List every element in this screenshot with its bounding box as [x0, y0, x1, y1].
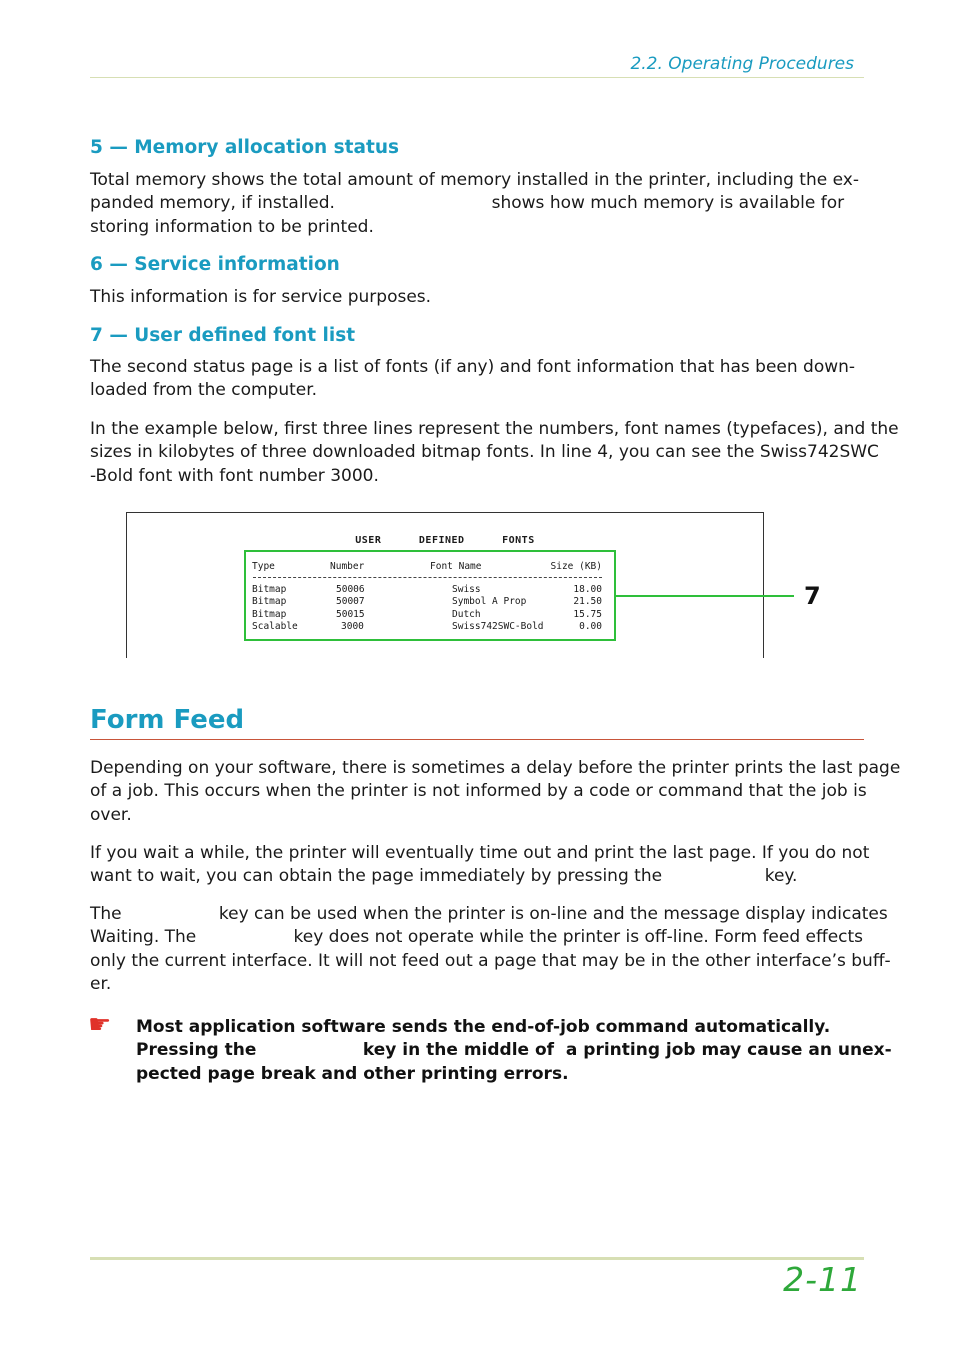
cell-name: Dutch	[452, 609, 481, 620]
formfeed-paragraph-3	[90, 903, 891, 996]
page-number: 2-11	[783, 1260, 862, 1299]
cell-type: Bitmap	[252, 584, 287, 595]
cell-number: 50007	[336, 596, 365, 607]
callout-number: 7	[804, 582, 821, 610]
formfeed-line: Depending on your software, there is sometimes a delay before the printer prints the last page	[90, 758, 901, 778]
font-list-header-row	[246, 561, 614, 573]
cell-size: 0.00	[579, 621, 602, 632]
font-list-table	[244, 550, 616, 641]
header-rule	[90, 77, 864, 78]
formfeed-line: Waiting. The key does not operate while the printer is off-line. Form feed effects	[90, 927, 864, 948]
font-list-title: USER DEFINED FONTS	[355, 535, 535, 546]
cell-number: 50006	[336, 584, 365, 595]
userfonts-line: The second status page is a list of fonts (if any) and font information that has been down-	[90, 357, 856, 377]
formfeed-line: only the current interface. It will not feed out a page that may be in the other interface’s buff-	[90, 950, 891, 971]
cell-size: 18.00	[573, 584, 602, 595]
note-line: pected page break and other printing errors.	[136, 1063, 569, 1084]
table-row	[246, 621, 614, 633]
formfeed-line: er.	[90, 973, 112, 994]
formfeed-paragraph-2	[90, 842, 870, 889]
footer-rule	[90, 1257, 864, 1260]
pointing-hand-icon: ☛	[88, 1010, 112, 1040]
userfonts-paragraph-1	[90, 356, 864, 403]
userfonts-line: sizes in kilobytes of three downloaded bitmap fonts. In line 4, you can see the Swiss742SWC	[90, 442, 879, 463]
formfeed-line: over.	[90, 804, 132, 825]
userfonts-paragraph-2	[90, 418, 899, 488]
callout-leader-line	[616, 595, 794, 597]
cell-type: Bitmap	[252, 609, 287, 620]
section-rule	[90, 739, 864, 740]
section-title: Form Feed	[90, 705, 245, 735]
formfeed-line: If you wait a while, the printer will eventually time out and print the last page. If you do not	[90, 843, 870, 863]
formfeed-line: of a job. This occurs when the printer is not informed by a code or command that the job is	[90, 781, 867, 802]
cell-name: Swiss742SWC-Bold	[452, 621, 544, 632]
service-paragraph	[90, 286, 864, 309]
running-header: 2.2. Operating Procedures	[630, 54, 854, 74]
note-line: Most application software sends the end-of-job command automatically.	[136, 1017, 831, 1037]
note-line: Pressing the key in the middle of a printing job may cause an unex-	[136, 1040, 892, 1061]
table-row	[246, 584, 614, 596]
memory-line: storing information to be printed.	[90, 216, 374, 237]
table-row	[246, 596, 614, 608]
cell-type: Bitmap	[252, 596, 287, 607]
table-divider	[253, 577, 602, 578]
cell-name: Symbol A Prop	[452, 596, 527, 607]
memory-heading: 5 — Memory allocation status	[90, 137, 400, 158]
col-header-name: Font Name	[430, 561, 482, 572]
note-paragraph	[136, 1016, 892, 1086]
memory-line: Total memory shows the total amount of memory installed in the printer, including the ex-	[90, 170, 859, 190]
userfonts-heading: 7 — User defined font list	[90, 325, 356, 346]
memory-line: panded memory, if installed. shows how much memory is available for	[90, 193, 845, 214]
col-header-size: Size (KB)	[550, 561, 602, 572]
col-header-type: Type	[252, 561, 275, 572]
service-heading: 6 — Service information	[90, 254, 340, 275]
col-header-number: Number	[330, 561, 365, 572]
table-row	[246, 609, 614, 621]
cell-size: 15.75	[573, 609, 602, 620]
service-line: This information is for service purposes.	[90, 287, 432, 307]
formfeed-paragraph-1	[90, 757, 901, 827]
userfonts-line: -Bold font with font number 3000.	[90, 465, 379, 486]
cell-type: Scalable	[252, 621, 298, 632]
cell-size: 21.50	[573, 596, 602, 607]
formfeed-line: The key can be used when the printer is on-line and the message display indicates	[90, 904, 888, 924]
cell-number: 50015	[336, 609, 365, 620]
userfonts-line: loaded from the computer.	[90, 380, 318, 401]
formfeed-line: want to wait, you can obtain the page immediately by pressing the key.	[90, 866, 798, 887]
memory-paragraph	[90, 169, 864, 239]
cell-number: 3000	[341, 621, 364, 632]
userfonts-line: In the example below, first three lines represent the numbers, font names (typefaces), and the	[90, 419, 899, 439]
cell-name: Swiss	[452, 584, 481, 595]
